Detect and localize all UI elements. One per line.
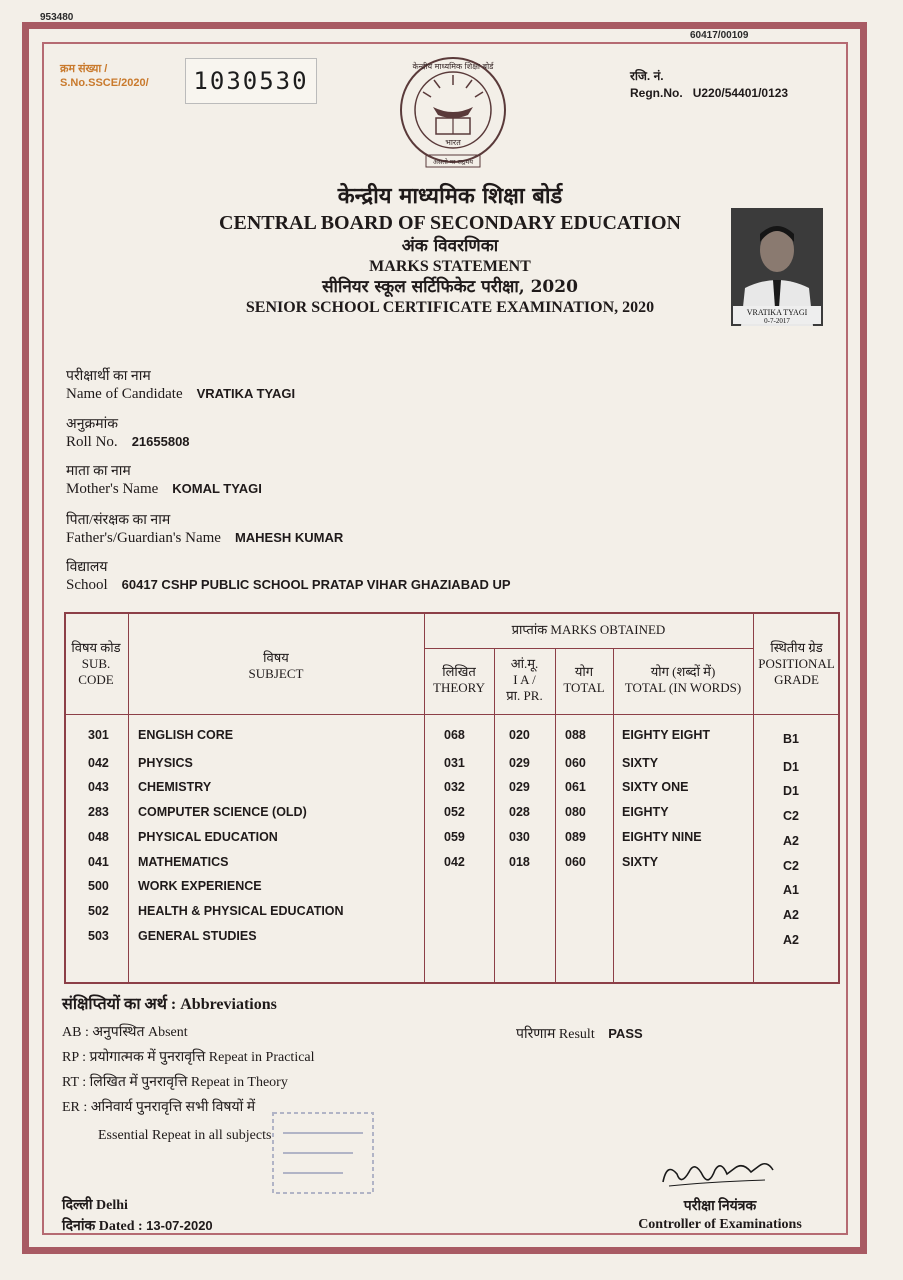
header-ia-hi: आं.मू.: [510, 656, 539, 671]
row-502-subject: HEALTH & PHYSICAL EDUCATION: [138, 903, 344, 918]
header-grade-hi: स्थितीय ग्रेड: [770, 640, 823, 655]
exam-en: SENIOR SCHOOL CERTIFICATE EXAMINATION, 2020: [245, 299, 655, 316]
candidate-name-label-en: Name of Candidate: [66, 386, 183, 402]
mother-label-en: Mother's Name: [66, 481, 159, 497]
cbse-emblem: [388, 55, 518, 175]
place: दिल्ली Delhi: [62, 1198, 128, 1213]
father-label-hi: पिता/संरक्षक का नाम: [66, 513, 171, 528]
dated-label: दिनांक Dated :: [62, 1219, 143, 1234]
row-043-theory: 032: [444, 780, 465, 795]
row-048-subject: PHYSICAL EDUCATION: [138, 829, 278, 844]
father-label-en: Father's/Guardian's Name: [66, 530, 221, 546]
row-283-words: EIGHTY: [622, 805, 669, 820]
serial-label-en: S.No.SSCE/2020/: [60, 77, 149, 89]
abbr-ab: AB : अनुपस्थित Absent: [62, 1025, 188, 1040]
header-words-hi: योग (शब्दों में): [650, 664, 716, 679]
regn-label-en: Regn.No.: [630, 86, 683, 100]
row-041-grade: C2: [783, 858, 799, 873]
row-503-subject: GENERAL STUDIES: [138, 928, 257, 943]
roll-label-en: Roll No.: [66, 434, 118, 450]
header-total-en: TOTAL: [563, 680, 605, 695]
row-283-theory: 052: [444, 805, 465, 820]
header-theory-en: THEORY: [433, 680, 485, 695]
header-ia-en: I A /: [513, 672, 536, 687]
header-ia: [494, 656, 555, 704]
table-header-divider: [64, 714, 840, 715]
top-left-number: 953480: [40, 12, 74, 23]
row-301-subject: ENGLISH CORE: [138, 728, 234, 742]
emblem-top-text: केन्द्रीय माध्यमिक शिक्षा बोर्ड: [412, 62, 494, 71]
candidate-photo: [731, 208, 823, 326]
father-value: MAHESH KUMAR: [234, 530, 344, 545]
school-label-hi: विद्यालय: [66, 560, 108, 575]
header-subject-en: SUBJECT: [248, 666, 304, 681]
serial-label: [60, 62, 149, 90]
candidate-name-value: VRATIKA TYAGI: [196, 386, 296, 401]
top-right-number: 60417/00109: [690, 30, 749, 41]
mother-name-field: [66, 463, 262, 498]
row-048-code: 048: [88, 829, 109, 844]
father-name-field: [66, 512, 343, 547]
title-block: [180, 183, 720, 318]
table-col-divider: [613, 648, 614, 984]
row-042-theory: 031: [444, 755, 465, 770]
header-code-en1: SUB.: [81, 656, 111, 671]
header-total: [555, 664, 613, 696]
row-043-words: SIXTY ONE: [622, 780, 689, 795]
row-283-grade: C2: [783, 809, 799, 824]
header-grade-en2: GRADE: [774, 672, 819, 687]
footer-right: [620, 1198, 820, 1234]
registration-block: [630, 68, 788, 102]
candidate-name-label-hi: परीक्षार्थी का नाम: [66, 369, 151, 384]
row-301-grade: B1: [783, 732, 799, 746]
result-value: PASS: [608, 1026, 643, 1041]
header-marks-obtained: प्राप्तांक MARKS OBTAINED: [511, 622, 666, 637]
roll-no-field: [66, 416, 190, 451]
row-041-words: SIXTY: [622, 854, 659, 869]
row-048-grade: A2: [783, 833, 799, 848]
board-name-hi: केन्द्रीय माध्यमिक शिक्षा बोर्ड: [337, 183, 563, 209]
emblem-bottom-text: भारत: [445, 138, 461, 147]
school-label-en: School: [66, 577, 108, 593]
mother-value: KOMAL TYAGI: [172, 481, 262, 496]
row-043-code: 043: [88, 780, 109, 795]
roll-value: 21655808: [131, 434, 190, 449]
row-301-theory: 068: [444, 728, 465, 742]
row-283-ia: 028: [509, 805, 530, 820]
row-043-subject: CHEMISTRY: [138, 780, 212, 795]
row-043-total: 061: [565, 780, 586, 795]
row-502-grade: A2: [783, 907, 799, 922]
row-503-code: 503: [88, 928, 109, 943]
table-col-divider: [555, 648, 556, 984]
row-301-code: 301: [88, 728, 109, 742]
row-048-theory: 059: [444, 829, 465, 844]
header-sub-code: [64, 640, 128, 688]
statement-hi: अंक विवरणिका: [401, 235, 499, 256]
result-block: [516, 1024, 643, 1043]
emblem-motto: असतो मा सद्गमय: [433, 158, 473, 166]
row-048-total: 089: [565, 829, 586, 844]
mother-label-hi: माता का नाम: [66, 464, 131, 479]
header-subject-hi: विषय: [263, 650, 289, 665]
abbr-rt: RT : लिखित में पुनरावृत्ति Repeat in Theory: [62, 1075, 288, 1090]
row-500-subject: WORK EXPERIENCE: [138, 879, 262, 894]
photo-date: 0-7-2017: [764, 317, 790, 325]
row-042-code: 042: [88, 755, 109, 770]
board-name-en: CENTRAL BOARD OF SECONDARY EDUCATION: [219, 211, 681, 234]
header-theory-hi: लिखित: [442, 664, 476, 679]
controller-signature: [655, 1152, 785, 1194]
row-500-grade: A1: [783, 883, 799, 898]
exam-hi: सीनियर स्कूल सर्टिफिकेट परीक्षा, 2020: [322, 276, 578, 297]
date-value: 13-07-2020: [146, 1218, 213, 1233]
header-grade-en1: POSITIONAL: [758, 656, 835, 671]
header-subject: [128, 650, 424, 682]
row-283-code: 283: [88, 805, 109, 820]
row-043-ia: 029: [509, 780, 530, 795]
row-048-words: EIGHTY NINE: [622, 829, 702, 844]
header-ia-pr: प्रा. PR.: [506, 688, 543, 703]
row-042-grade: D1: [783, 759, 799, 774]
header-code-en2: CODE: [78, 672, 114, 687]
header-total-words: [613, 664, 753, 696]
row-041-ia: 018: [509, 854, 530, 869]
row-041-total: 060: [565, 854, 586, 869]
abbr-er: ER : अनिवार्य पुनरावृत्ति सभी विषयों में: [62, 1100, 256, 1115]
controller-en: Controller of Examinations: [638, 1217, 802, 1232]
photo-caption: VRATIKA TYAGI: [746, 308, 808, 317]
result-label: परिणाम Result: [516, 1027, 595, 1042]
school-stamp: [268, 1108, 378, 1198]
row-041-code: 041: [88, 854, 109, 869]
row-043-grade: D1: [783, 784, 799, 799]
row-283-total: 080: [565, 805, 586, 820]
regn-label-hi: रजि. नं.: [630, 69, 664, 83]
serial-number: 1030530: [185, 58, 317, 104]
abbr-rp: RP : प्रयोगात्मक में पुनरावृत्ति Repeat in Practical: [62, 1050, 315, 1065]
abbr-er-en: Essential Repeat in all subjects: [98, 1128, 272, 1143]
roll-label-hi: अनुक्रमांक: [66, 417, 118, 432]
header-total-hi: योग: [574, 664, 594, 679]
row-502-code: 502: [88, 903, 109, 918]
statement-en: MARKS STATEMENT: [369, 257, 531, 275]
header-code-hi: विषय कोड: [71, 640, 121, 655]
abbreviations-title: संक्षिप्तियों का अर्थ : Abbreviations: [62, 996, 277, 1013]
row-041-theory: 042: [444, 854, 465, 869]
row-301-total: 088: [565, 728, 586, 742]
row-503-grade: A2: [783, 932, 799, 947]
row-301-ia: 020: [509, 728, 530, 742]
school-value: 60417 CSHP PUBLIC SCHOOL PRATAP VIHAR GHAZIABAD UP: [121, 577, 511, 592]
row-041-subject: MATHEMATICS: [138, 854, 229, 869]
row-042-ia: 029: [509, 755, 530, 770]
row-042-total: 060: [565, 755, 586, 770]
header-theory: [424, 664, 494, 696]
row-042-subject: PHYSICS: [138, 755, 193, 770]
regn-number: U220/54401/0123: [692, 86, 789, 100]
row-500-code: 500: [88, 879, 109, 894]
row-048-ia: 030: [509, 829, 530, 844]
school-field: [66, 559, 511, 594]
row-042-words: SIXTY: [622, 755, 659, 770]
serial-label-hi: क्रम संख्या /: [60, 63, 108, 75]
controller-hi: परीक्षा नियंत्रक: [683, 1199, 757, 1214]
table-row-divider: [424, 648, 753, 649]
header-positional-grade: [753, 640, 840, 688]
row-301-words: EIGHTY EIGHT: [622, 728, 710, 742]
row-283-subject: COMPUTER SCIENCE (OLD): [138, 805, 307, 820]
candidate-name-field: [66, 368, 295, 403]
header-words-en: TOTAL (IN WORDS): [624, 680, 742, 695]
footer-left: [62, 1196, 213, 1237]
